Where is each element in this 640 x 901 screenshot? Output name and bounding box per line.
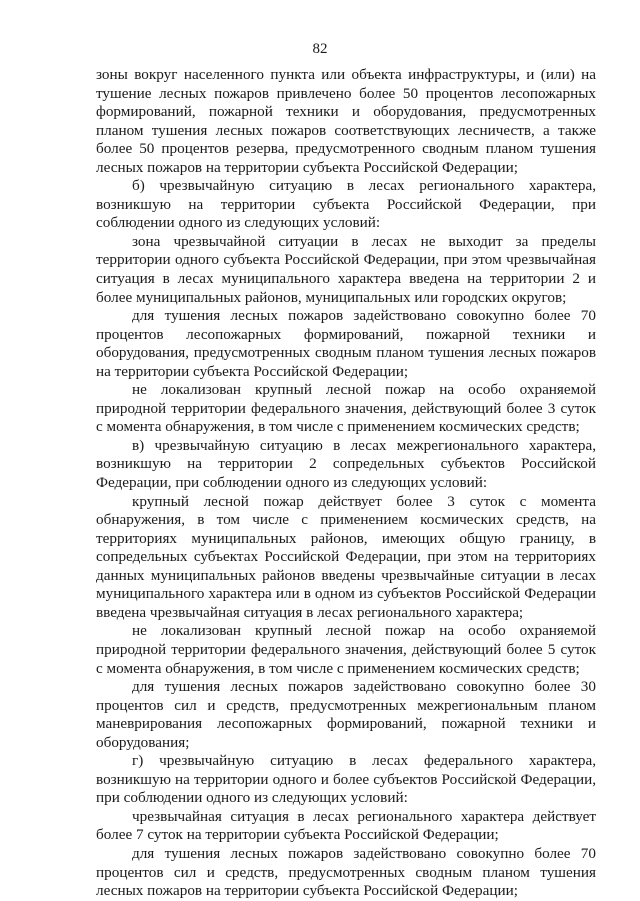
page-number: 82: [312, 41, 328, 57]
paragraph: не локализован крупный лесной пожар на особо охраняемой природной территории федерального значения, действующий более 5 суток с момента обнаружения, в том числе с применением космических средств;: [96, 622, 596, 677]
paragraph: для тушения лесных пожаров задействовано совокупно более 70 процентов лесопожарных формирований, пожарной техники и оборудования, предусмотренных сводным планом тушения лесных пожаров на территории субъекта Российской Федерации;: [96, 307, 596, 380]
paragraph: зона чрезвычайной ситуации в лесах не выходит за пределы территории одного субъекта Российской Федерации, при этом чрезвычайная ситуация в лесах муниципального характера введена на территории 2 и более муниципальных районов, муниципальных или городских округов;: [96, 232, 596, 306]
paragraph: в) чрезвычайную ситуацию в лесах межрегионального характера, возникшую на территории 2 сопредельных субъектов Российской Федерации, при соблюдении одного из следующих условий:: [96, 436, 596, 492]
paragraph: чрезвычайная ситуация в лесах регионального характера действует более 7 суток на территории субъекта Российской Федерации;: [96, 807, 596, 844]
paragraph: не локализован крупный лесной пожар на особо охраняемой природной территории федерального значения, действующий более 3 суток с момента обнаружения, в том числе с применением космических средств;: [96, 381, 596, 436]
paragraph: зоны вокруг населенного пункта или объекта инфраструктуры, и (или) на тушение лесных пожаров привлечено более 50 процентов лесопожарных формирований, пожарной техники и оборудования, предусмотренных планом тушения лесных пожаров соответствующих лесничеств, а также более 50 процентов резерва, предусмотренного сводным планом тушения лесных пожаров на территории субъекта Российской Федерации;: [96, 66, 596, 176]
paragraph: г) чрезвычайную ситуацию в лесах федерального характера, возникшую на территории одного и более субъектов Российской Федерации, при соблюдении одного из следующих условий:: [96, 752, 596, 807]
paragraph: крупный лесной пожар действует более 3 суток с момента обнаружения, в том числе с применением космических средств, на территориях муниципальных районов, имеющих общую границу, в сопредельных субъектах Российской Федерации, при этом на территориях данных муниципальных районов введены чрезвычайные ситуации в лесах муниципального характера или в одном из субъектов Российской Федерации введена чрезвычайная ситуация в лесах регионального характера;: [96, 492, 596, 621]
document-body: [96, 66, 596, 901]
paragraph: для тушения лесных пожаров задействовано совокупно более 70 процентов сил и средств, предусмотренных сводным планом тушения лесных пожаров на территории субъекта Российской Федерации;: [96, 844, 596, 900]
paragraph: для тушения лесных пожаров задействовано совокупно более 30 процентов сил и средств, предусмотренных межрегиональным планом маневрирования лесопожарных формирований, пожарной техники и оборудования;: [96, 678, 596, 751]
paragraph: б) чрезвычайную ситуацию в лесах регионального характера, возникшую на территории субъекта Российской Федерации, при соблюдении одного из следующих условий:: [96, 177, 596, 232]
